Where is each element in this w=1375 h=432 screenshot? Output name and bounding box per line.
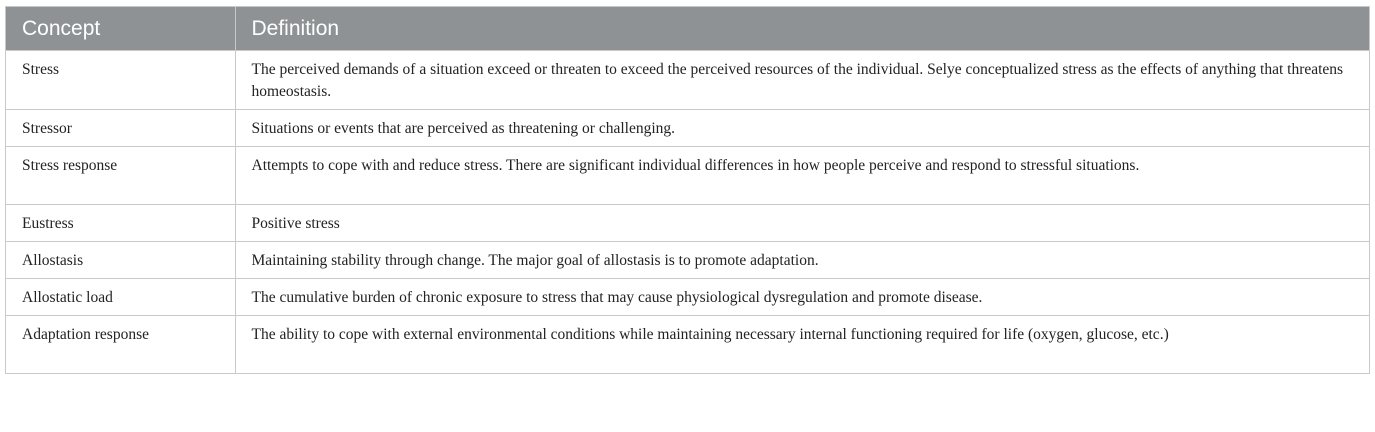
definition-cell: Maintaining stability through change. The major goal of allostasis is to promote adaptation. [235, 242, 1369, 279]
concept-cell: Stressor [6, 110, 235, 147]
concept-cell: Stress response [6, 147, 235, 205]
definition-cell: The ability to cope with external environmental conditions while maintaining necessary internal functioning required for life (oxygen, glucose, etc.) [235, 316, 1369, 374]
table-row [6, 51, 1369, 110]
table-row [6, 279, 1369, 316]
table-row [6, 147, 1369, 205]
table-header [6, 7, 1369, 51]
table-body [6, 51, 1369, 374]
concept-cell: Allostasis [6, 242, 235, 279]
concept-cell: Adaptation response [6, 316, 235, 374]
concept-cell: Stress [6, 51, 235, 110]
table-row [6, 242, 1369, 279]
header-row [6, 7, 1369, 51]
definition-cell: Attempts to cope with and reduce stress. There are significant individual differences in how people perceive and respond to stressful situations. [235, 147, 1369, 205]
header-definition: Definition [235, 7, 1369, 51]
definition-cell: Positive stress [235, 205, 1369, 242]
header-concept: Concept [6, 7, 235, 51]
table-row [6, 110, 1369, 147]
concept-cell: Eustress [6, 205, 235, 242]
definition-cell: The cumulative burden of chronic exposure to stress that may cause physiological dysregulation and promote disease. [235, 279, 1369, 316]
definition-cell: The perceived demands of a situation exceed or threaten to exceed the perceived resources of the individual. Selye conceptualized stress as the effects of anything that threatens homeostasis. [235, 51, 1369, 110]
table-row [6, 316, 1369, 374]
definitions-table-container [5, 6, 1370, 374]
table-row [6, 205, 1369, 242]
definition-cell: Situations or events that are perceived as threatening or challenging. [235, 110, 1369, 147]
definitions-table [6, 7, 1369, 373]
concept-cell: Allostatic load [6, 279, 235, 316]
